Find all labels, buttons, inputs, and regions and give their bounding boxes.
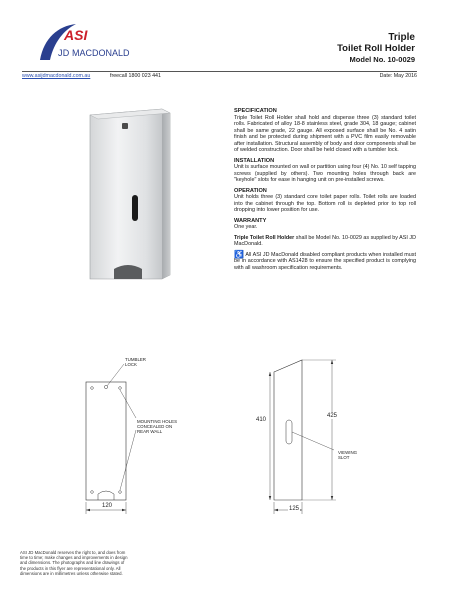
side-depth-dimension: 125 — [289, 506, 300, 512]
model-number: Model No. 10-0029 — [349, 55, 415, 64]
spec-text: Triple Toilet Roll Holder shall hold and dispense three (3) standard toilet rolls. Fabricated of alloy 18-8 stainless steel, grade 304, 18 gauge; cabinet shall be same grade, 22 gauge. All exposed surface shall be No. 4 satin finish and be protected during shipment with a PVC film easily removable after installation. Structural assembly of body and door components shall be of welded construction. Door shall be held closed with a tumbler lock. — [234, 114, 416, 153]
spec-heading: SPECIFICATION — [234, 108, 277, 114]
compliance-text — [234, 249, 416, 272]
viewing-slot-line: VIEWING — [338, 450, 358, 455]
mounting-holes-line: MOUNTING HOLES — [137, 419, 178, 424]
warranty-heading: WARRANTY — [234, 217, 267, 224]
svg-text:JD: JD — [58, 48, 70, 58]
disclaimer-note: ASI JD MacDonald reserves the right to, and does from time to time; make changes and improvements in design and dimensions. The photographs and line drawings of the products in this flyer are representational only. All dimensions are in millimetres unless otherwise stated. — [20, 550, 128, 576]
viewing-slot-label — [338, 450, 357, 460]
mounting-holes-line: CONCEALED ON — [137, 424, 173, 429]
model-statement-bold: Triple Toilet Roll Holder — [234, 234, 295, 241]
phone-number: freecall 1800 023 441 — [110, 73, 161, 79]
website-link[interactable]: www.asijdmacdonald.com.au — [22, 73, 91, 79]
product-photo — [78, 105, 188, 280]
operation-text: Unit holds three (3) standard core toilet paper rolls. Toilet rolls are loaded into the cabinet through the top. Bottom roll is depleted prior to top roll dropping into lower position for use. — [234, 194, 416, 213]
model-statement — [234, 235, 416, 248]
brand-logo — [34, 20, 134, 64]
front-width-dimension: 120 — [102, 503, 113, 509]
model-statement-rest: shall be Model No. 10-0029 as supplied by ASI JD MacDonald. — [234, 234, 416, 247]
tumbler-lock-line: TUMBLER — [125, 357, 146, 362]
side-drawing — [248, 352, 378, 522]
page-title: Triple — [388, 32, 415, 43]
mounting-hole-icon — [91, 387, 94, 390]
mounting-hole-icon — [119, 387, 122, 390]
warranty-text: One year. — [234, 224, 258, 230]
wheelchair-icon: ♿ — [234, 249, 245, 259]
specification-section — [234, 108, 416, 273]
mounting-hole-icon — [91, 491, 94, 494]
installation-heading: INSTALLATION — [234, 157, 275, 164]
viewing-slot — [132, 195, 138, 221]
mounting-holes-line: REAR WALL — [137, 429, 163, 434]
viewing-slot-line: SLOT — [338, 455, 350, 460]
title-block — [337, 32, 415, 65]
installation-text: Unit is surface mounted on wall or partition using four (4) No. 10 self tapping screws (supplied by others). Two mounting holes through back are "keyhole" slots for ease in hanging unit on pre-installed screws. — [234, 164, 416, 183]
side-height-dimension: 425 — [327, 413, 338, 419]
compliance-text-body: All ASI JD MacDonald disabled compliant products when installed must be in accordance with AS1428 to ensure the specified product is complying with all washroom specification requirements. — [234, 251, 416, 271]
page-subtitle: Toilet Roll Holder — [337, 43, 415, 54]
svg-text:MACDONALD: MACDONALD — [72, 48, 130, 58]
tumbler-lock-line: LOCK — [125, 362, 137, 367]
tumbler-lock-label — [125, 357, 146, 367]
viewing-slot-icon — [286, 420, 292, 444]
mounting-hole-icon — [119, 491, 122, 494]
document-date: Date: May 2016 — [379, 73, 417, 79]
operation-heading: OPERATION — [234, 187, 267, 194]
lock-icon — [122, 123, 128, 129]
header-divider — [22, 71, 417, 72]
dispense-opening — [114, 265, 142, 279]
svg-text:ASI: ASI — [64, 27, 88, 43]
front-height-dimension: 410 — [256, 417, 267, 423]
mounting-holes-label — [137, 419, 177, 434]
front-drawing — [62, 352, 182, 522]
